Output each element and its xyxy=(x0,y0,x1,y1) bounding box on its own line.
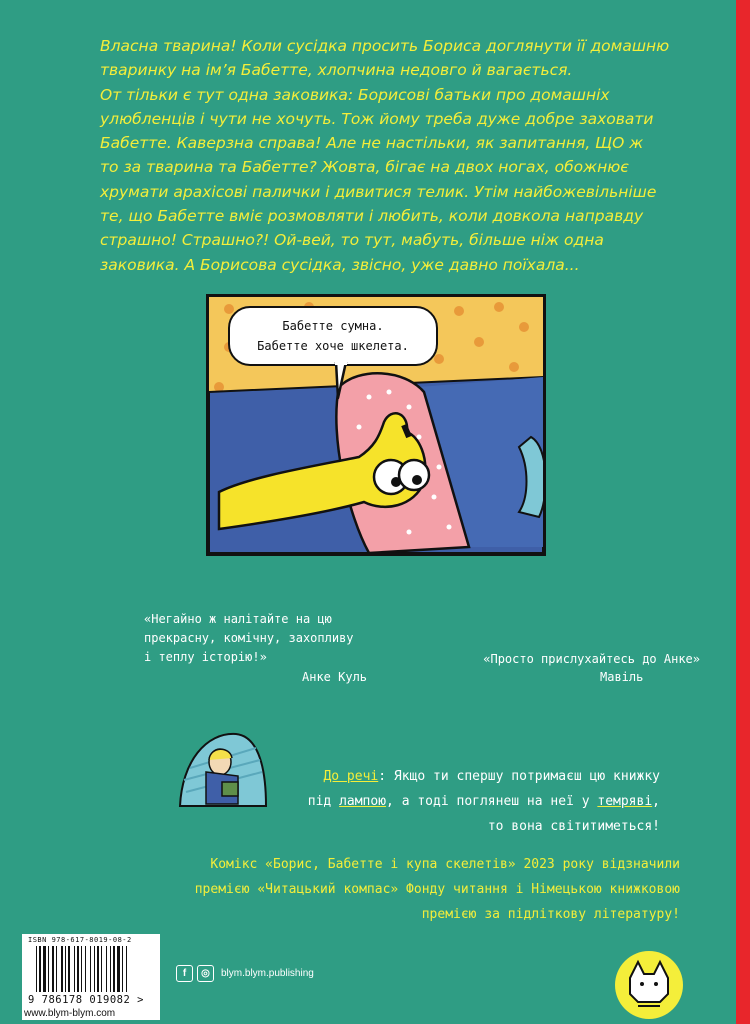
speech-line: Бабетте сумна. xyxy=(282,319,384,333)
facebook-icon[interactable]: f xyxy=(176,965,193,982)
social-links xyxy=(176,965,314,982)
quote-line: «Просто прислухайтесь до Анке» xyxy=(483,652,700,666)
publisher-website: www.blym-blym.com xyxy=(24,1008,116,1019)
fact-text: під xyxy=(307,794,340,809)
barcode-bar xyxy=(94,946,95,992)
barcode-bar xyxy=(101,946,102,992)
blurb-line: хрумати арахісові палички і дивитися телик. Утім найбожевільніше xyxy=(100,182,657,201)
instagram-icon[interactable]: ◎ xyxy=(197,965,214,982)
fact-text: : Якщо ти спершу потримаєш цю книжку xyxy=(378,769,660,784)
blurb-line: улюбленців і чути не хочуть. Тож йому треба дуже добре заховати xyxy=(100,109,654,128)
barcode-bar xyxy=(65,946,66,992)
barcode-bar xyxy=(90,946,91,992)
fact-text: , а тоді поглянеш на неї у xyxy=(386,794,598,809)
isbn: ISBN 978-617-8019-08-2 xyxy=(28,936,132,944)
barcode-bar xyxy=(52,946,54,992)
barcode-bar xyxy=(117,946,120,992)
blurb-line: страшно! Страшно?! Ой-вей, то тут, мабуть, більше ніж одна xyxy=(100,231,604,250)
barcode-bar xyxy=(61,946,63,992)
barcode-bar xyxy=(77,946,79,992)
barcode-bar xyxy=(126,946,127,992)
review-author-2: Мавіль xyxy=(600,670,644,684)
blurb-line: Власна тварина! Коли сусідка просить Бориса доглянути її домашню xyxy=(100,37,670,55)
blurb-line: Бабетте. Каверзна справа! Але не настільки, як запитання, ЩО ж xyxy=(100,134,644,153)
blurb-text xyxy=(100,34,720,277)
review-quote-1 xyxy=(144,610,414,667)
award-line: премією «Читацький компас» Фонду читання і Німецькою книжковою xyxy=(194,882,680,897)
barcode-bar xyxy=(106,946,107,992)
blurb-line: тваринку на ім’я Бабетте, хлопчина недовго й вагається. xyxy=(100,61,573,80)
blurb-line: то за тварина та Бабетте? Жовта, бігає на двох ногах, обожнює xyxy=(100,158,629,177)
blurb-line: От тільки є тут одна заковика: Борисові батьки про домашніх xyxy=(100,85,610,104)
barcode-bar xyxy=(56,946,57,992)
barcode-bar xyxy=(85,946,86,992)
barcode-bar xyxy=(110,946,111,992)
fact-word-dark: темряві xyxy=(597,794,653,809)
fact-line-3: то вона світитиметься! xyxy=(487,819,660,834)
barcode-bar xyxy=(97,946,99,992)
quote-line: і теплу історію!» xyxy=(144,650,267,664)
fact-line-2 xyxy=(260,789,660,814)
award-line: Комікс «Борис, Бабетте і купа скелетів» 2023 року відзначили xyxy=(210,857,680,872)
barcode-bar xyxy=(74,946,75,992)
review-quote-2 xyxy=(430,650,700,669)
barcode-bar xyxy=(48,946,49,992)
blurb-line: те, що Бабетте вміє розмовляти і любить, коли довкола направду xyxy=(100,207,644,226)
barcode-bars xyxy=(36,946,152,994)
publisher-logo xyxy=(614,950,684,1020)
barcode-digits: 9 786178 019082 > xyxy=(28,994,144,1006)
fact-line-1 xyxy=(260,764,660,789)
review-author-1: Анке Куль xyxy=(302,670,368,684)
barcode-bar xyxy=(81,946,82,992)
barcode-bar xyxy=(122,946,123,992)
reading-child-illustration xyxy=(176,722,268,814)
fact-text: , xyxy=(652,794,660,809)
speech-line: Бабетте хоче шкелета. xyxy=(257,339,409,353)
speech-bubble-tail xyxy=(332,362,352,402)
barcode-bar xyxy=(36,946,37,992)
barcode-bar xyxy=(68,946,70,992)
award-line: премією за підліткову літературу! xyxy=(421,907,680,922)
spine-edge xyxy=(736,0,750,1024)
blurb-line: заковика. А Борисова сусідка, звісно, уже давно поїхала... xyxy=(100,255,580,274)
fact-word-lamp: лампою xyxy=(339,794,387,809)
speech-bubble xyxy=(228,306,438,366)
barcode-bar xyxy=(43,946,46,992)
social-handle: blym.blym.publishing xyxy=(221,968,314,979)
fun-fact xyxy=(260,764,660,839)
quote-line: прекрасну, комічну, захопливу xyxy=(144,631,354,645)
barcode-bar xyxy=(113,946,115,992)
barcode-bar xyxy=(39,946,41,992)
quote-line: «Негайно ж налітайте на цю xyxy=(144,612,332,626)
award-text xyxy=(100,852,680,927)
fact-label: До речі xyxy=(323,769,379,784)
